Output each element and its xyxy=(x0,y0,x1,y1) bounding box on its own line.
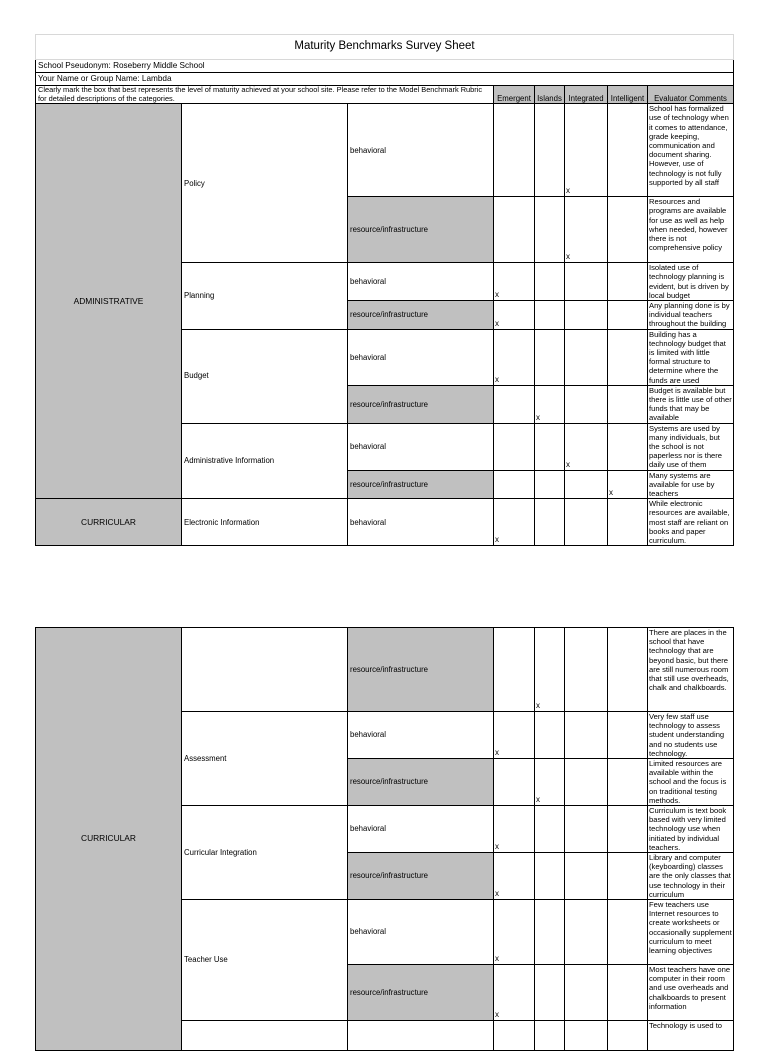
mark-cell-intelligent[interactable] xyxy=(608,423,648,470)
evaluator-comment: Curriculum is text book based with very limited technology use when initiated by individual teachers. xyxy=(648,806,734,853)
aspect-resource-infrastructure: resource/infrastructure xyxy=(348,470,494,499)
mark-cell-intelligent[interactable] xyxy=(608,263,648,301)
aspect-resource-infrastructure: resource/infrastructure xyxy=(348,385,494,423)
mark-cell-integrated[interactable] xyxy=(565,329,608,385)
evaluator-comment: Technology is used to xyxy=(648,1021,734,1051)
col-header-evaluator-comments: Evaluator Comments xyxy=(648,86,734,104)
col-header-emergent: Emergent xyxy=(494,86,535,104)
mark-x: x xyxy=(536,795,540,805)
aspect-behavioral: behavioral xyxy=(348,263,494,301)
subcategory-assessment: Assessment xyxy=(182,712,348,806)
mark-cell-islands[interactable] xyxy=(535,423,565,470)
mark-cell-islands[interactable] xyxy=(535,104,565,197)
subcategory-next xyxy=(182,1021,348,1051)
subcategory-continued xyxy=(182,628,348,712)
evaluator-comment: Building has a technology budget that is limited with little formal structure to determine where the funds are used xyxy=(648,329,734,385)
mark-cell-emergent[interactable] xyxy=(494,329,535,385)
mark-cell-intelligent[interactable] xyxy=(608,759,648,806)
mark-cell-emergent[interactable] xyxy=(494,385,535,423)
mark-cell-emergent[interactable] xyxy=(494,104,535,197)
mark-x: x xyxy=(609,488,613,498)
aspect-behavioral: behavioral xyxy=(348,806,494,853)
mark-x: x xyxy=(566,459,570,469)
subcategory-policy: Policy xyxy=(182,104,348,263)
mark-x: x xyxy=(566,186,570,196)
mark-cell-intelligent[interactable] xyxy=(608,499,648,546)
mark-cell-islands[interactable] xyxy=(535,712,565,759)
mark-cell-intelligent[interactable] xyxy=(608,104,648,197)
mark-cell-emergent[interactable] xyxy=(494,1021,535,1051)
mark-cell-integrated[interactable] xyxy=(565,423,608,470)
mark-cell-integrated[interactable] xyxy=(565,104,608,197)
evaluator-comment: Most teachers have one computer in their room and use overheads and chalkboards to present information xyxy=(648,965,734,1021)
evaluator-comment: School has formalized use of technology when it comes to attendance, grade keeping, communication and document sharing. However, use of technology is not fully supported by all staff xyxy=(648,104,734,197)
evaluator-comment: Limited resources are available within the school and the focus is on traditional testing methods. xyxy=(648,759,734,806)
mark-cell-emergent[interactable] xyxy=(494,499,535,546)
aspect-behavioral: behavioral xyxy=(348,329,494,385)
evaluator-comment: There are places in the school that have technology that are beyond basic, but there are still numerous room that still use overheads, chalk and chalkboards. xyxy=(648,628,734,712)
mark-x: x xyxy=(495,374,499,384)
mark-x: x xyxy=(495,318,499,328)
mark-cell-emergent[interactable] xyxy=(494,712,535,759)
mark-cell-islands[interactable] xyxy=(535,385,565,423)
mark-cell-integrated[interactable] xyxy=(565,759,608,806)
evaluator-comment: Many systems are available for use by teachers xyxy=(648,470,734,499)
aspect-resource-infrastructure: resource/infrastructure xyxy=(348,853,494,900)
sheet-title: Maturity Benchmarks Survey Sheet xyxy=(36,35,734,60)
mark-cell-intelligent[interactable] xyxy=(608,329,648,385)
mark-x: x xyxy=(495,535,499,545)
mark-cell-islands[interactable] xyxy=(535,329,565,385)
mark-x: x xyxy=(536,701,540,710)
mark-cell-integrated[interactable] xyxy=(565,628,608,712)
category-administrative: ADMINISTRATIVE xyxy=(36,104,182,499)
instructions: Clearly mark the box that best represents the level of maturity achieved at your school site. Please refer to the Model Benchmark Rubric for detailed descriptions of the categories. xyxy=(36,86,494,104)
mark-x: x xyxy=(495,954,499,964)
mark-cell-integrated[interactable] xyxy=(565,806,608,853)
mark-cell-emergent[interactable] xyxy=(494,965,535,1021)
aspect-resource-infrastructure: resource/infrastructure xyxy=(348,759,494,806)
category-curricular: CURRICULAR xyxy=(36,499,182,546)
mark-cell-emergent[interactable] xyxy=(494,423,535,470)
aspect-resource-infrastructure: resource/infrastructure xyxy=(348,301,494,330)
evaluator-comment: Isolated use of technology planning is evident, but is driven by local budget xyxy=(648,263,734,301)
mark-cell-emergent[interactable] xyxy=(494,806,535,853)
mark-cell-islands[interactable] xyxy=(535,470,565,499)
aspect-resource-infrastructure: resource/infrastructure xyxy=(348,628,494,712)
evaluator-comment: Library and computer (keyboarding) classes are the only classes that use technology in their curriculum xyxy=(648,853,734,900)
mark-cell-islands[interactable] xyxy=(535,806,565,853)
survey-sheet-page-1 xyxy=(35,34,733,546)
category-curricular-continued: CURRICULAR xyxy=(36,628,182,1051)
subcategory-teacher-use: Teacher Use xyxy=(182,900,348,1021)
mark-cell-emergent[interactable] xyxy=(494,628,535,712)
aspect-behavioral: behavioral xyxy=(348,104,494,197)
mark-cell-islands[interactable] xyxy=(535,263,565,301)
mark-cell-intelligent[interactable] xyxy=(608,900,648,965)
mark-cell-integrated[interactable] xyxy=(565,499,608,546)
mark-cell-islands[interactable] xyxy=(535,499,565,546)
mark-cell-emergent[interactable] xyxy=(494,853,535,900)
mark-cell-integrated[interactable] xyxy=(565,712,608,759)
mark-cell-islands[interactable] xyxy=(535,965,565,1021)
mark-x: x xyxy=(495,290,499,299)
aspect-resource-infrastructure: resource/infrastructure xyxy=(348,965,494,1021)
mark-cell-emergent[interactable] xyxy=(494,470,535,499)
mark-cell-islands[interactable] xyxy=(535,1021,565,1051)
mark-cell-intelligent[interactable] xyxy=(608,470,648,499)
mark-cell-integrated[interactable] xyxy=(565,263,608,301)
evaluator-comment: Budget is available but there is little use of other funds that may be available xyxy=(649,385,732,423)
mark-cell-islands[interactable] xyxy=(535,759,565,806)
mark-cell-emergent[interactable] xyxy=(494,301,535,330)
mark-x: x xyxy=(495,889,499,899)
evaluator-comment: Very few staff use technology to assess student understanding and no students use technology. xyxy=(648,712,734,759)
mark-cell-intelligent[interactable] xyxy=(608,1021,648,1051)
mark-cell-intelligent[interactable] xyxy=(608,965,648,1021)
school-pseudonym: School Pseudonym: Roseberry Middle School xyxy=(36,60,734,73)
mark-cell-integrated[interactable] xyxy=(565,853,608,900)
mark-x: x xyxy=(566,252,570,262)
col-header-integrated: Integrated xyxy=(565,86,608,104)
mark-cell-islands[interactable] xyxy=(535,197,565,263)
survey-table-page-2 xyxy=(35,627,734,1051)
aspect-behavioral: behavioral xyxy=(348,499,494,546)
col-header-islands: Islands xyxy=(535,86,565,104)
mark-cell-integrated[interactable] xyxy=(565,965,608,1021)
mark-cell-islands[interactable] xyxy=(535,301,565,330)
mark-cell-intelligent[interactable] xyxy=(608,712,648,759)
survey-sheet-page-2 xyxy=(35,627,733,1031)
mark-cell-integrated[interactable] xyxy=(565,1021,608,1051)
aspect-behavioral: behavioral xyxy=(348,423,494,470)
mark-cell-emergent[interactable] xyxy=(494,759,535,806)
mark-cell-emergent[interactable] xyxy=(494,900,535,965)
mark-cell-intelligent[interactable] xyxy=(608,301,648,330)
mark-x: x xyxy=(495,842,499,852)
evaluator-comment: Resources and programs are available for use as well as help when needed, however there is not comprehensive policy xyxy=(648,197,734,263)
mark-cell-integrated[interactable] xyxy=(565,301,608,330)
mark-cell-intelligent[interactable] xyxy=(608,806,648,853)
mark-cell-emergent[interactable] xyxy=(494,263,535,301)
subcategory-curricular-integration: Curricular Integration xyxy=(182,806,348,900)
evaluator-comment: Any planning done is by individual teachers throughout the building xyxy=(648,301,734,330)
aspect-next xyxy=(348,1021,494,1051)
group-name: Your Name or Group Name: Lambda xyxy=(36,73,734,86)
mark-x: x xyxy=(536,412,540,422)
evaluator-comment: While electronic resources are available, most staff are reliant on books and paper curriculum. xyxy=(648,499,734,546)
mark-cell-islands[interactable] xyxy=(535,853,565,900)
subcategory-administrative-information: Administrative Information xyxy=(182,423,348,499)
mark-cell-islands[interactable] xyxy=(535,628,565,712)
mark-cell-integrated[interactable] xyxy=(565,197,608,263)
mark-cell-integrated[interactable] xyxy=(565,470,608,499)
evaluator-comment: Few teachers use Internet resources to create worksheets or occasionally supplement curriculum to meet learning objectives xyxy=(648,900,734,965)
mark-cell-emergent[interactable] xyxy=(494,197,535,263)
mark-cell-intelligent[interactable] xyxy=(608,853,648,900)
aspect-behavioral: behavioral xyxy=(348,900,494,965)
mark-cell-integrated[interactable] xyxy=(565,385,608,423)
aspect-resource-infrastructure: resource/infrastructure xyxy=(348,197,494,263)
col-header-intelligent: Intelligent xyxy=(608,86,648,104)
subcategory-electronic-information: Electronic Information xyxy=(182,499,348,546)
mark-x: x xyxy=(495,1010,499,1020)
mark-cell-integrated[interactable] xyxy=(565,900,608,965)
mark-cell-intelligent[interactable] xyxy=(608,628,648,712)
aspect-behavioral: behavioral xyxy=(348,712,494,759)
mark-cell-islands[interactable] xyxy=(535,900,565,965)
subcategory-planning: Planning xyxy=(182,263,348,329)
survey-table-page-1 xyxy=(35,34,734,546)
evaluator-comment: Systems are used by many individuals, but the school is not paperless nor is there daily use of them xyxy=(648,423,734,470)
mark-cell-intelligent[interactable] xyxy=(608,197,648,263)
mark-x: x xyxy=(495,748,499,758)
subcategory-budget: Budget xyxy=(182,329,348,423)
mark-cell-intelligent[interactable] xyxy=(608,385,648,423)
